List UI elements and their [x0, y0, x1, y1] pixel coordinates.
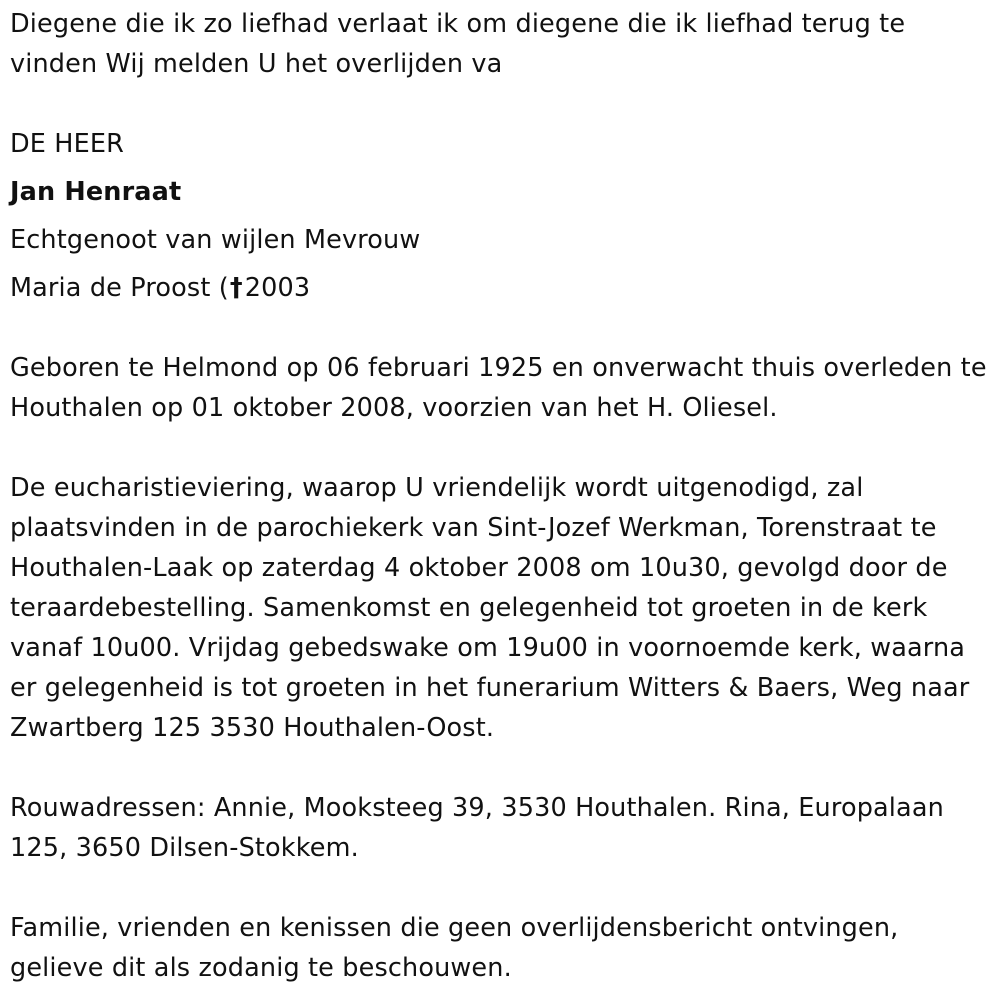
spacer	[10, 84, 990, 124]
addresses-text: Rouwadressen: Annie, Mooksteeg 39, 3530 Houthalen. Rina, Europalaan 125, 3650 Dilsen-Stokkem.	[10, 793, 944, 863]
spouse-info	[10, 268, 990, 308]
spacer	[10, 868, 990, 908]
cross-icon: †	[229, 273, 243, 303]
ceremony-text: De eucharistieviering, waarop U vriendelijk wordt uitgenodigd, zal plaatsvinden in de parochiekerk van Sint-Jozef Werkman, Torenstraat te Houthalen-Laak op zaterdag 4 oktober 2008 om 10u30, gevolgd door de teraardebestelling. Samenkomst en gelegenheid tot groeten in de kerk vanaf 10u00. Vrijdag gebedswake om 19u00 in voornoemde kerk, waarna er gelegenheid is tot groeten in het funerarium Witters & Baers, Weg naar Zwartberg 125 3530 Houthalen-Oost.	[10, 473, 970, 743]
deceased-name: Jan Henraat	[10, 177, 182, 207]
spouse-name: Maria de Proost (	[10, 273, 229, 303]
spacer	[10, 428, 990, 468]
spacer	[10, 308, 990, 348]
intro-text: Diegene die ik zo liefhad verlaat ik om diegene die ik liefhad terug te vinden Wij melden U het overlijden va	[10, 9, 906, 79]
spouse-death-year: 2003	[244, 273, 311, 303]
title-prefix: DE HEER	[10, 129, 125, 159]
spacer	[10, 748, 990, 788]
birth-death-text: Geboren te Helmond op 06 februari 1925 en onverwacht thuis overleden te Houthalen op 01 oktober 2008, voorzien van het H. Oliesel.	[10, 353, 987, 423]
spouse-line: Echtgenoot van wijlen Mevrouw	[10, 225, 421, 255]
closing-text: Familie, vrienden en kenissen die geen overlijdensbericht ontvingen, gelieve dit als zodanig te beschouwen.	[10, 913, 899, 983]
